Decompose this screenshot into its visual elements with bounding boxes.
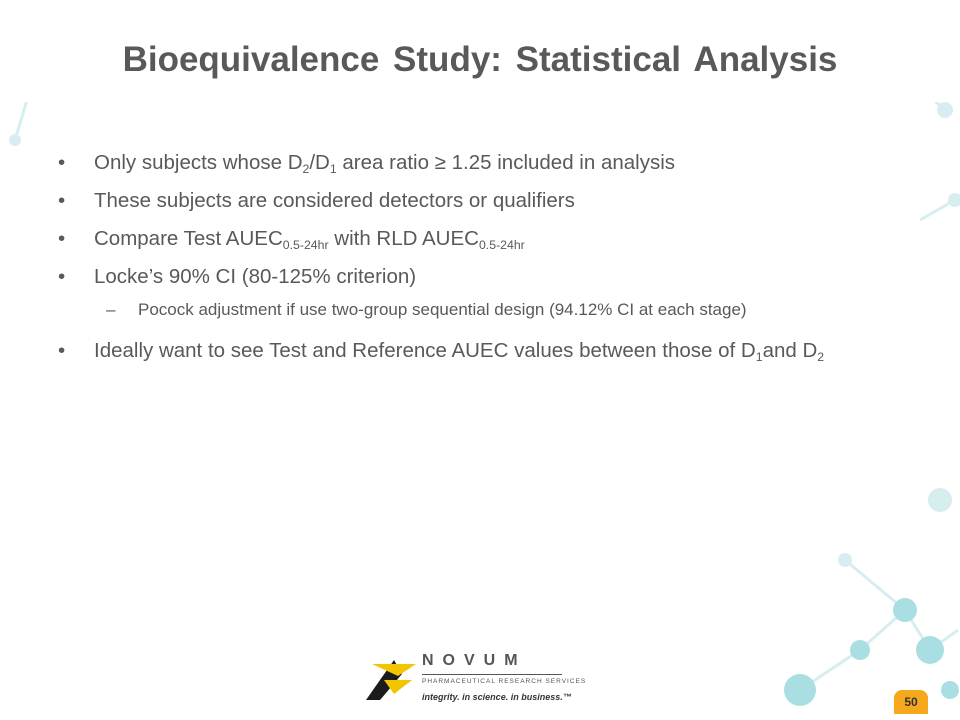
novum-logo-mark-icon xyxy=(364,654,418,702)
bullet-text: Only subjects whose D xyxy=(94,151,303,174)
bullet-3 xyxy=(58,226,878,252)
sub-bullet-marker: – xyxy=(106,300,116,319)
slide-title: Bioequivalence Study: Statistical Analysis xyxy=(122,40,838,79)
bullet-5 xyxy=(58,338,878,364)
bullet-text: area ratio ≥ 1.25 included in analysis xyxy=(336,151,676,174)
logo-divider xyxy=(422,674,562,675)
slide-body xyxy=(58,150,878,364)
page-number-badge: 50 xyxy=(894,690,928,714)
logo-wordmark: NOVUM xyxy=(422,652,527,669)
bullet-text: /D xyxy=(309,151,330,174)
sub-bullet-text: Pocock adjustment if use two-group sequential design (94.12% CI at each stage) xyxy=(138,300,747,319)
bullet-marker: • xyxy=(58,151,66,174)
bullet-text: with RLD AUEC xyxy=(328,227,479,250)
sub-bullet xyxy=(58,298,878,322)
subscript: 2 xyxy=(302,162,310,176)
bullet-text: These subjects are considered detectors or qualifiers xyxy=(94,189,575,212)
subscript: 1 xyxy=(755,350,763,364)
subscript: 2 xyxy=(817,350,825,364)
logo-tagline: PHARMACEUTICAL RESEARCH SERVICES xyxy=(422,678,587,685)
bullet-marker: • xyxy=(58,265,66,288)
logo-slogan: integrity. in science. in business.™ xyxy=(422,692,572,702)
bullet-marker: • xyxy=(58,227,66,250)
bullet-1 xyxy=(58,150,878,176)
bullet-marker: • xyxy=(58,189,66,212)
novum-logo xyxy=(364,650,604,710)
bullet-4 xyxy=(58,264,878,290)
bullet-text: Ideally want to see Test and Reference AUEC values between those of D xyxy=(94,339,756,362)
bullet-2 xyxy=(58,188,878,214)
bullet-text: and D xyxy=(762,339,818,362)
subscript: 0.5-24hr xyxy=(282,238,329,252)
subscript: 1 xyxy=(329,162,337,176)
subscript: 0.5-24hr xyxy=(478,238,525,252)
bullet-text: Locke’s 90% CI (80-125% criterion) xyxy=(94,265,417,288)
bullet-text: Compare Test AUEC xyxy=(94,227,283,250)
bullet-marker: • xyxy=(58,339,66,362)
